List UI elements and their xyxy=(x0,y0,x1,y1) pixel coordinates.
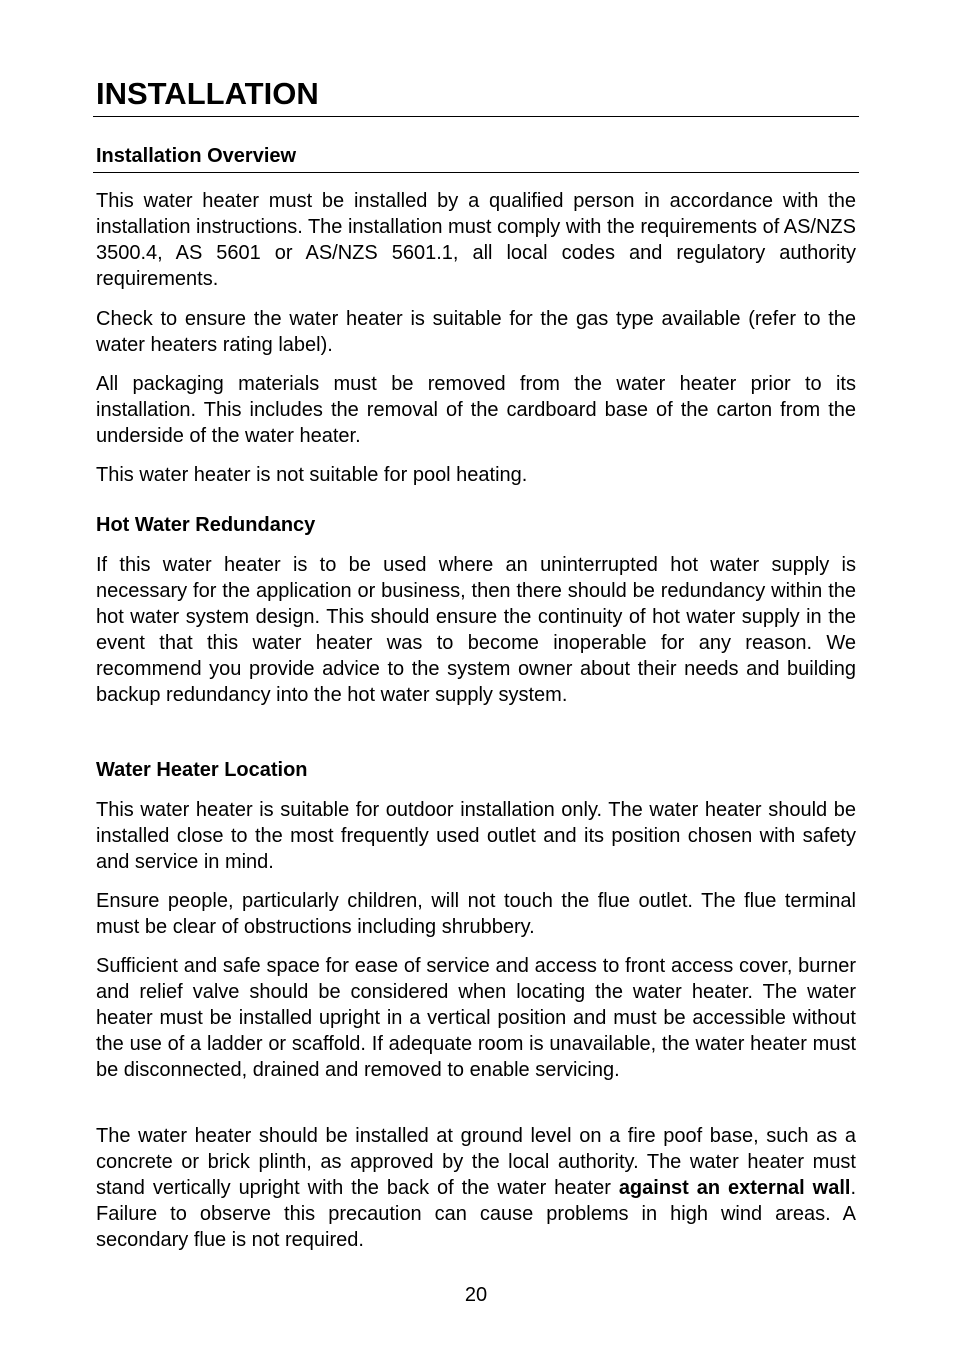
paragraph: All packaging materials must be removed from the water heater prior to its installation. This includes the removal of the cardboard base of the carton from the underside of the water heater. xyxy=(96,373,856,448)
page-title: INSTALLATION xyxy=(96,76,319,111)
section-heading-installation-overview: Installation Overview xyxy=(96,145,297,167)
page-number: 20 xyxy=(464,1284,488,1306)
section-heading-hot-water-redundancy: Hot Water Redundancy xyxy=(96,514,316,536)
paragraph: Check to ensure the water heater is suitable for the gas type available (refer to the water heaters rating label). xyxy=(96,308,856,357)
paragraph: This water heater is not suitable for pool heating. xyxy=(96,464,528,486)
paragraph: Ensure people, particularly children, will not touch the flue outlet. The flue terminal must be clear of obstructions including shrubbery. xyxy=(96,890,856,939)
text-run: The water heater should be installed at ground level on a fire poof base, such as a concrete or brick plinth, as approved by the local authority. The water heater must stand vertically upright with the back of the water heater xyxy=(96,1125,856,1200)
paragraph-with-emphasis xyxy=(96,1123,856,1253)
section-underline xyxy=(93,172,859,173)
title-underline xyxy=(93,116,859,117)
text-run: . Failure to observe this precaution can cause problems in high wind areas. A secondary flue is not required. xyxy=(96,1177,857,1252)
section-heading-water-heater-location: Water Heater Location xyxy=(96,759,308,781)
paragraph: This water heater is suitable for outdoor installation only. The water heater should be installed close to the most frequently used outlet and its position chosen with safety and service in mind. xyxy=(96,799,856,874)
paragraph: Sufficient and safe space for ease of service and access to front access cover, burner and relief valve should be considered when locating the water heater. The water heater must be installed upright in a vertical position and must be accessible without the use of a ladder or scaffold. If adequate room is unavailable, the water heater must be disconnected, drained and removed to enable servicing. xyxy=(96,955,856,1082)
emphasis-text: against an external wall xyxy=(618,1177,851,1200)
paragraph: This water heater must be installed by a qualified person in accordance with the installation instructions. The installation must comply with the requirements of AS/NZS 3500.4, AS 5601 or AS/NZS 5601.1, all local codes and regulatory authority requirements. xyxy=(96,190,856,291)
paragraph: If this water heater is to be used where an uninterrupted hot water supply is necessary for the application or business, then there should be redundancy within the hot water system design. This should ensure the continuity of hot water supply in the event that this water heater was to become inoperable for any reason. We recommend you provide advice to the system owner about their needs and building backup redundancy into the hot water supply system. xyxy=(96,554,856,707)
